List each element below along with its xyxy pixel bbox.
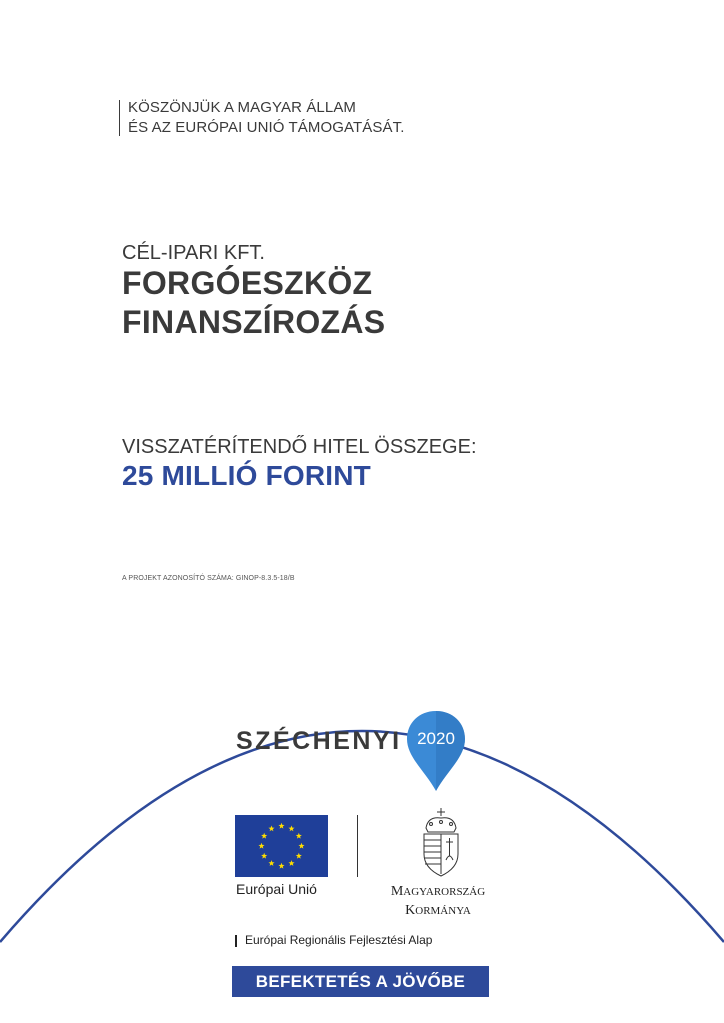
company-name: CÉL-IPARI KFT. [122,242,265,264]
hungarian-government-label [380,882,496,920]
loan-amount: 25 MILLIÓ FORINT [122,460,371,491]
gov-line-1: MAGYARORSZÁG [390,884,486,899]
fund-divider [235,935,237,947]
eu-flag-icon [235,815,328,877]
pin-year: 2020 [417,729,455,748]
invest-future-banner: BEFEKTETÉS A JÖVŐBE [232,966,489,997]
project-title-line-1: FORGÓESZKÖZ [122,265,373,301]
project-title [122,264,385,342]
project-title-line-2: FINANSZÍROZÁS [122,304,386,340]
project-id: A PROJEKT AZONOSÍTÓ SZÁMA: GINOP-8.3.5-18/B [122,575,295,582]
thanks-text [128,98,404,138]
map-pin-icon [405,709,467,793]
loan-label: VISSZATÉRÍTENDŐ HITEL ÖSSZEGE: [122,436,477,458]
thanks-line-1: KÖSZÖNJÜK A MAGYAR ÁLLAM [128,99,357,116]
eu-label: Európai Unió [236,881,317,897]
coat-of-arms-icon [416,806,466,878]
szechenyi-logo-text: SZÉCHENYI [236,727,402,755]
logo-divider [357,815,358,877]
gov-line-2: KORMÁNYA [405,903,471,918]
thanks-divider [119,100,120,136]
fund-label: Európai Regionális Fejlesztési Alap [245,933,433,947]
thanks-line-2: ÉS AZ EURÓPAI UNIÓ TÁMOGATÁSÁT. [128,119,405,136]
